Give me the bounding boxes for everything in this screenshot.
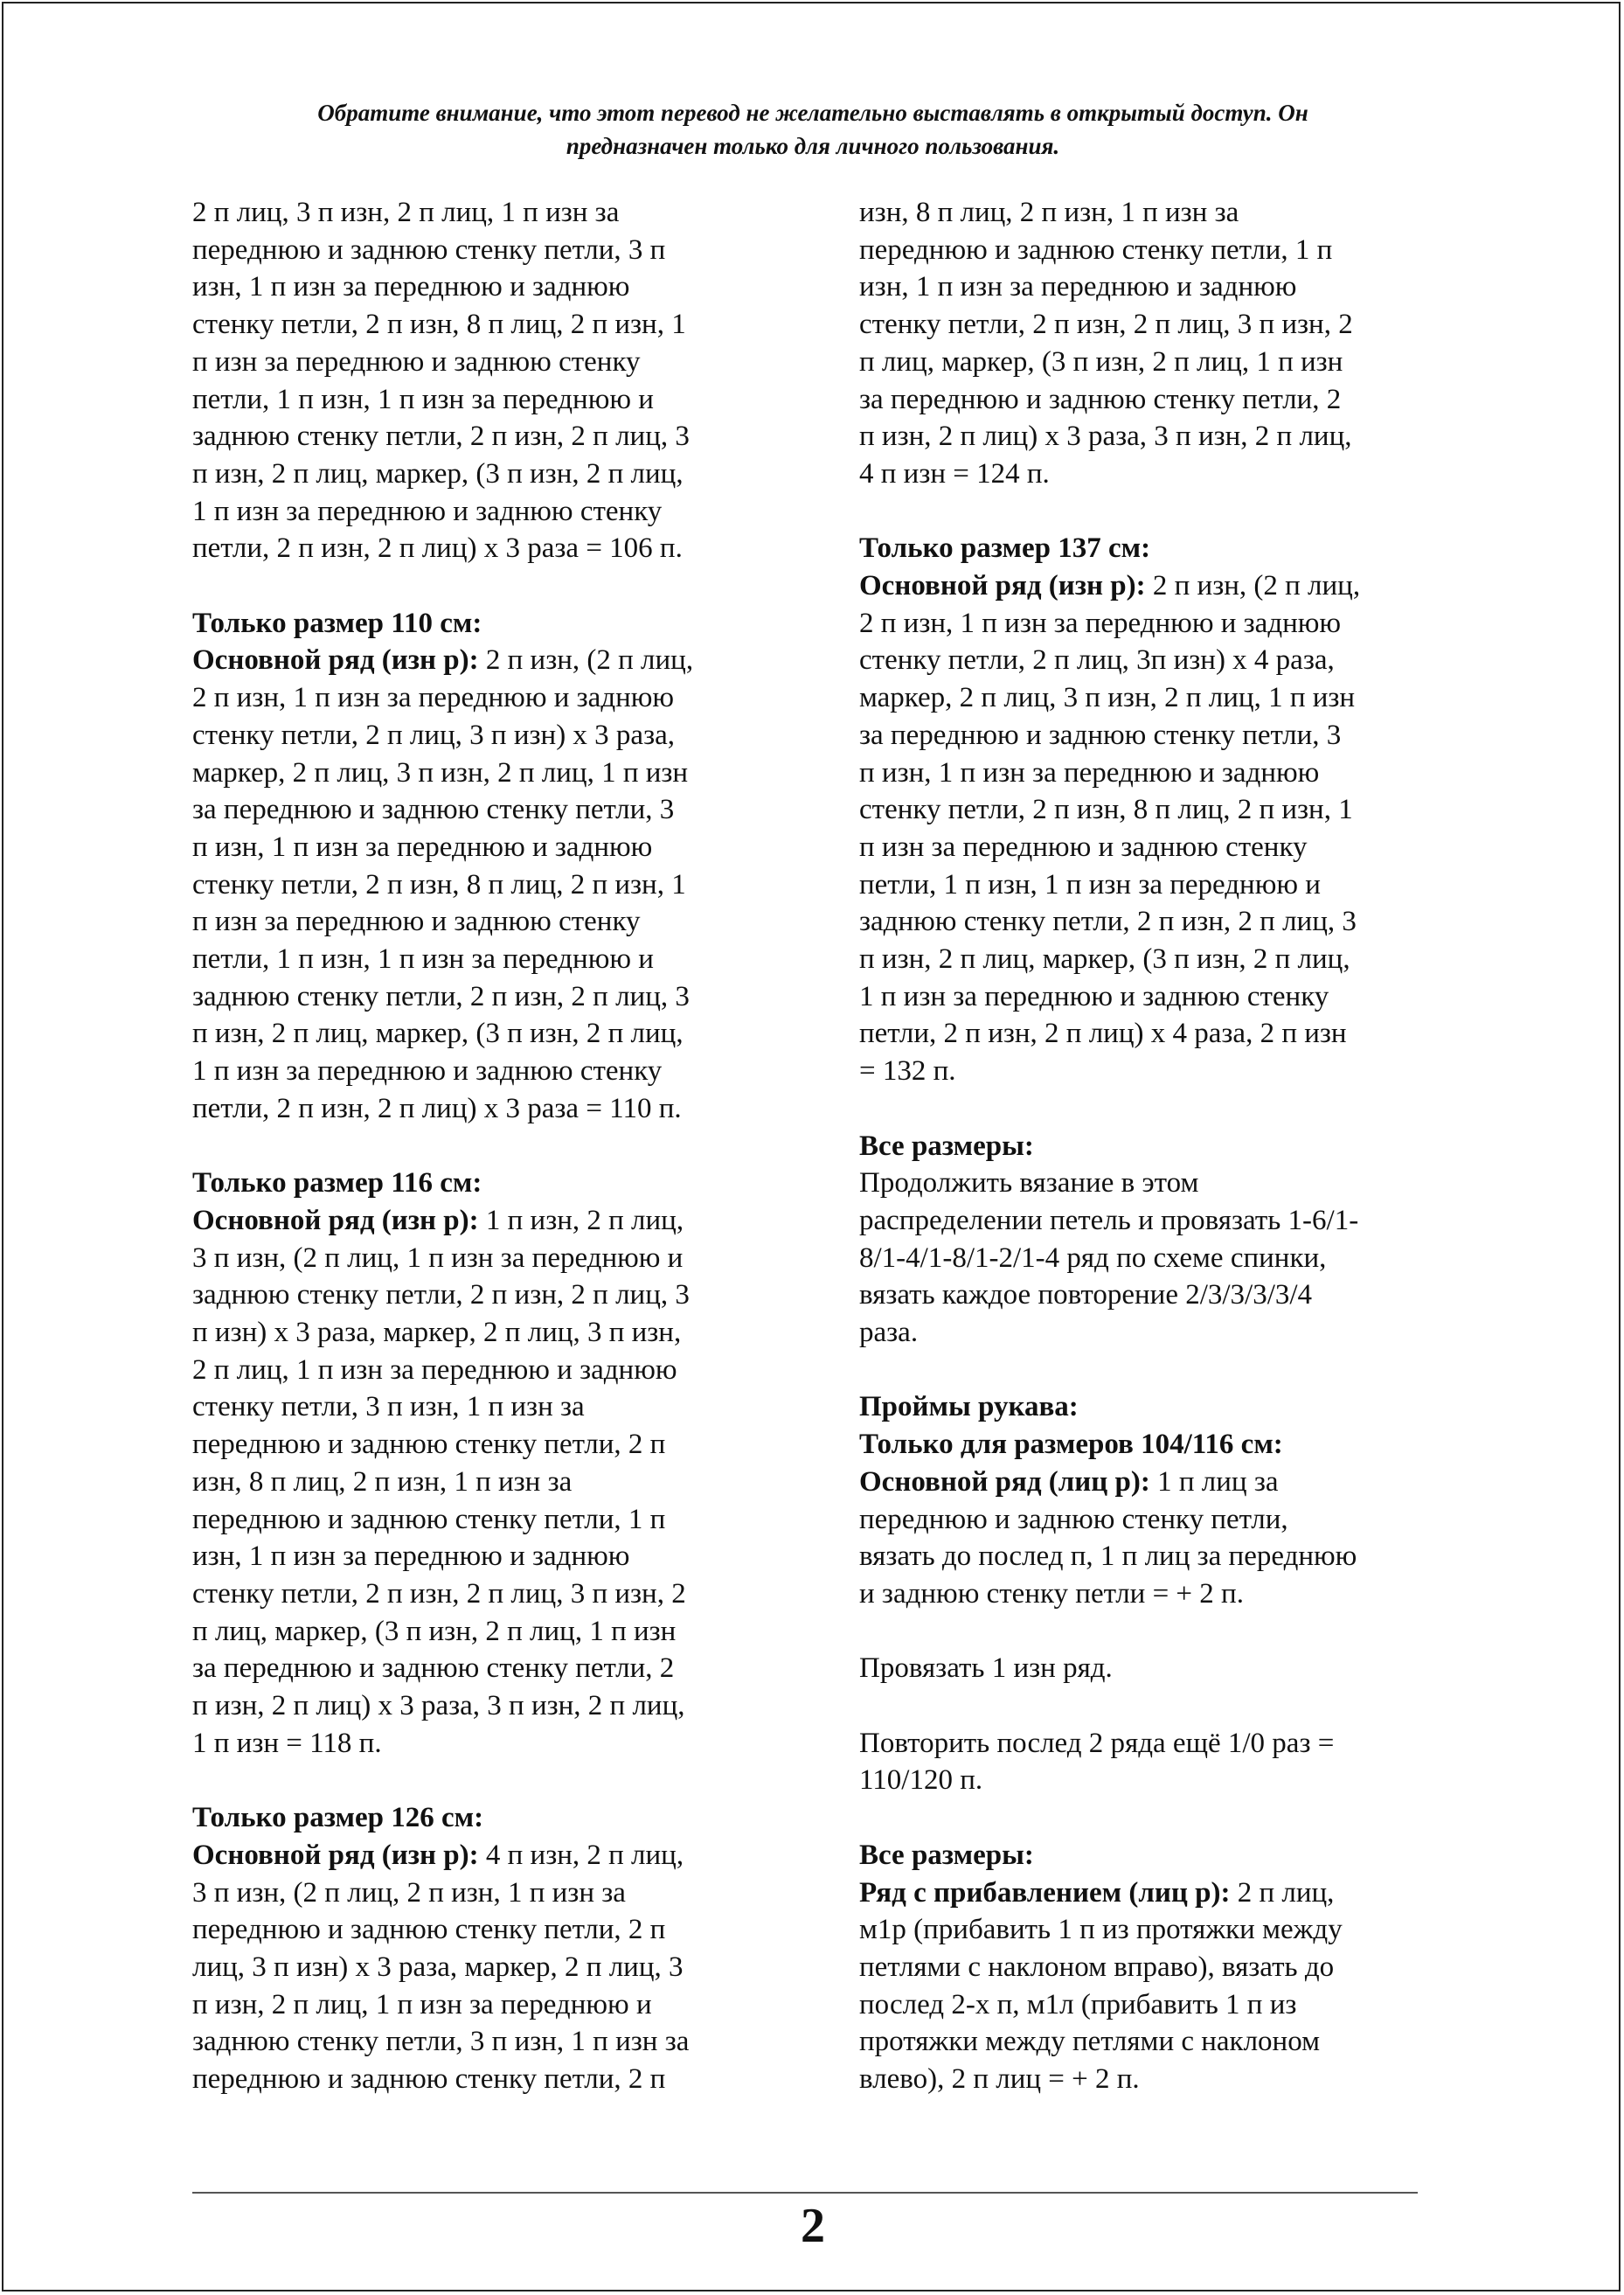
text-line: маркер, 2 п лиц, 3 п изн, 2 п лиц, 1 п изн <box>859 682 1356 714</box>
text-line: 110/120 п. <box>859 1764 983 1797</box>
section-heading: Проймы рукава: <box>859 1391 1079 1423</box>
text-line: Продолжить вязание в этом <box>859 1167 1199 1200</box>
text-line: 3 п изн, (2 п лиц, 1 п изн за переднюю и <box>192 1241 684 1274</box>
text-line: п изн за переднюю и заднюю стенку <box>192 345 641 378</box>
text-line: петли, 1 п изн, 1 п изн за переднюю и <box>192 943 654 976</box>
section-size-137 <box>859 530 1436 1090</box>
text-line: изн, 1 п изн за переднюю и заднюю <box>192 1540 630 1573</box>
text-line: п изн за переднюю и заднюю стенку <box>859 831 1308 863</box>
text-line: п изн, 2 п лиц) х 3 раза, 3 п изн, 2 п лиц, <box>859 421 1352 453</box>
text-line: раза. <box>859 1317 919 1349</box>
text-line: п изн, 2 п лиц, маркер, (3 п изн, 2 п лиц, <box>192 457 684 490</box>
section-size-116 <box>192 1165 787 1762</box>
text-line: п изн) х 3 раза, маркер, 2 п лиц, 3 п изн, <box>192 1317 682 1349</box>
left-column <box>192 194 787 2098</box>
text-line: Основной ряд (лиц р): 1 п лиц за <box>859 1465 1279 1498</box>
text-line: 2 п лиц, 1 п изн за переднюю и заднюю <box>192 1353 677 1386</box>
row-label: Основной ряд (изн р): <box>859 570 1146 602</box>
text-line: п лиц, маркер, (3 п изн, 2 п лиц, 1 п изн <box>859 345 1343 378</box>
text-line: послед 2-х п, м1л (прибавить 1 п из <box>859 1988 1297 2020</box>
text-line: заднюю стенку петли, 2 п изн, 2 п лиц, 3 <box>192 980 690 1012</box>
text-line: 1 п изн за переднюю и заднюю стенку <box>192 495 663 527</box>
row-label: Основной ряд (изн р): <box>192 1839 479 1871</box>
text-line: Ряд с прибавлением (лиц р): 2 п лиц, <box>859 1876 1335 1909</box>
text-line: петли, 2 п изн, 2 п лиц) х 3 раза = 106 п. <box>192 532 683 565</box>
text-line: переднюю и заднюю стенку петли, 2 п <box>192 1914 666 1946</box>
text-line: изн, 1 п изн за переднюю и заднюю <box>192 271 630 303</box>
text-line: стенку петли, 2 п изн, 8 п лиц, 2 п изн, 1 <box>192 868 686 901</box>
text-line: вязать каждое повторение 2/3/3/3/3/4 <box>859 1279 1313 1311</box>
text-line: = 132 п. <box>859 1055 956 1088</box>
text-line: 3 п изн, (2 п лиц, 2 п изн, 1 п изн за <box>192 1876 626 1909</box>
section-subheading: Только для размеров 104/116 см: <box>859 1429 1283 1461</box>
text-line: за переднюю и заднюю стенку петли, 3 <box>859 719 1342 751</box>
row-label: Основной ряд (изн р): <box>192 1204 479 1236</box>
row-label: Основной ряд (изн р): <box>192 644 479 677</box>
text-line: переднюю и заднюю стенку петли, 1 п <box>859 233 1333 266</box>
text-line: лиц, 3 п изн) х 3 раза, маркер, 2 п лиц, 3 <box>192 1951 684 1983</box>
text-line: заднюю стенку петли, 2 п изн, 2 п лиц, 3 <box>192 1279 690 1311</box>
notice-line-2: предназначен только для личного пользования. <box>566 133 1060 159</box>
text-line: петли, 2 п изн, 2 п лиц) х 3 раза = 110 п. <box>192 1092 682 1124</box>
text-line: за переднюю и заднюю стенку петли, 2 <box>192 1652 675 1685</box>
text-line: влево), 2 п лиц = + 2 п. <box>859 2063 1140 2096</box>
section-armholes <box>859 1388 1436 1799</box>
text-line: 8/1-4/1-8/1-2/1-4 ряд по схеме спинки, <box>859 1241 1327 1274</box>
section-size-126 <box>192 1799 787 2098</box>
text-line: п изн, 2 п лиц) х 3 раза, 3 п изн, 2 п лиц, <box>192 1690 685 1722</box>
text-line: заднюю стенку петли, 3 п изн, 1 п изн за <box>192 2026 690 2058</box>
text-line: п изн, 1 п изн за переднюю и заднюю <box>192 831 653 863</box>
text-line: 2 п изн, 1 п изн за переднюю и заднюю <box>192 682 675 714</box>
section-heading: Только размер 126 см: <box>192 1802 484 1834</box>
section-heading: Только размер 137 см: <box>859 532 1151 565</box>
text-line: заднюю стенку петли, 2 п изн, 2 п лиц, 3 <box>859 906 1357 938</box>
section-size-110 <box>192 605 787 1128</box>
text-line: переднюю и заднюю стенку петли, 2 п <box>192 2063 666 2096</box>
section-heading: Только размер 110 см: <box>192 607 482 639</box>
text-line: Повторить послед 2 ряда ещё 1/0 раз = <box>859 1727 1335 1759</box>
text-line: изн, 8 п лиц, 2 п изн, 1 п изн за <box>192 1465 573 1498</box>
text-line: 1 п изн = 118 п. <box>192 1727 382 1759</box>
section-all-sizes <box>859 1128 1436 1352</box>
text-line: п лиц, маркер, (3 п изн, 2 п лиц, 1 п изн <box>192 1615 677 1647</box>
text-line: м1р (прибавить 1 п из протяжки между <box>859 1914 1343 1946</box>
text-line: переднюю и заднюю стенку петли, 2 п <box>192 1429 666 1461</box>
row-label: Ряд с прибавлением (лиц р): <box>859 1876 1231 1909</box>
text-line: переднюю и заднюю стенку петли, 3 п <box>192 233 666 266</box>
text-line: изн, 1 п изн за переднюю и заднюю <box>859 271 1297 303</box>
text-line: петли, 1 п изн, 1 п изн за переднюю и <box>192 383 654 415</box>
text-line: петли, 2 п изн, 2 п лиц) х 4 раза, 2 п изн <box>859 1018 1347 1050</box>
text-line: вязать до послед п, 1 п лиц за переднюю <box>859 1540 1357 1573</box>
text-line: изн, 8 п лиц, 2 п изн, 1 п изн за <box>859 197 1239 228</box>
text-line: петлями с наклоном вправо), вязать до <box>859 1951 1335 1983</box>
page-number: 2 <box>801 2199 825 2253</box>
section-heading: Все размеры: <box>859 1130 1034 1162</box>
text-line: и заднюю стенку петли = + 2 п. <box>859 1577 1244 1610</box>
right-column <box>859 194 1436 2098</box>
text-line: протяжки между петлями с наклоном <box>859 2026 1320 2058</box>
text-line: 4 п изн = 124 п. <box>859 457 1050 490</box>
text-line: стенку петли, 2 п лиц, 3 п изн) х 3 раза, <box>192 719 676 751</box>
text-line: п изн, 2 п лиц, 1 п изн за переднюю и <box>192 1988 652 2020</box>
text-line: переднюю и заднюю стенку петли, <box>859 1503 1288 1535</box>
text-line: Основной ряд (изн р): 2 п изн, (2 п лиц, <box>859 570 1361 602</box>
text-line: заднюю стенку петли, 2 п изн, 2 п лиц, 3 <box>192 421 690 453</box>
text-line: стенку петли, 2 п изн, 8 п лиц, 2 п изн, 1 <box>192 309 686 341</box>
text-line: стенку петли, 2 п изн, 8 п лиц, 2 п изн, 1 <box>859 794 1353 826</box>
section-heading: Только размер 116 см: <box>192 1167 482 1200</box>
text-line: переднюю и заднюю стенку петли, 1 п <box>192 1503 666 1535</box>
text-line: петли, 1 п изн, 1 п изн за переднюю и <box>859 868 1321 901</box>
notice-line-1: Обратите внимание, что этот перевод не желательно выставлять в открытый доступ. Он <box>317 100 1308 126</box>
text-line: п изн, 1 п изн за переднюю и заднюю <box>859 756 1320 789</box>
section-heading: Все размеры: <box>859 1839 1034 1871</box>
text-line: за переднюю и заднюю стенку петли, 2 <box>859 383 1342 415</box>
text-line: маркер, 2 п лиц, 3 п изн, 2 п лиц, 1 п изн <box>192 756 689 789</box>
text-line: 1 п изн за переднюю и заднюю стенку <box>192 1055 663 1088</box>
row-label: Основной ряд (лиц р): <box>859 1465 1150 1498</box>
text-line: Основной ряд (изн р): 2 п изн, (2 п лиц, <box>192 644 694 677</box>
text-line: 1 п изн за переднюю и заднюю стенку <box>859 980 1329 1012</box>
text-line: Основной ряд (изн р): 4 п изн, 2 п лиц, <box>192 1839 684 1871</box>
text-line: стенку петли, 2 п изн, 2 п лиц, 3 п изн, 2 <box>859 309 1353 341</box>
text-line: Провязать 1 изн ряд. <box>859 1652 1113 1685</box>
section-size-126-continued <box>859 194 1436 493</box>
text-line: распределении петель и провязать 1-6/1- <box>859 1204 1359 1236</box>
text-line: 2 п изн, 1 п изн за переднюю и заднюю <box>859 607 1342 639</box>
text-line: стенку петли, 3 п изн, 1 п изн за <box>192 1391 585 1423</box>
section-all-sizes-increase <box>859 1837 1436 2098</box>
text-line: п изн, 2 п лиц, маркер, (3 п изн, 2 п лиц, <box>192 1018 684 1050</box>
copyright-notice <box>140 96 1486 163</box>
text-line: за переднюю и заднюю стенку петли, 3 <box>192 794 675 826</box>
text-line: стенку петли, 2 п изн, 2 п лиц, 3 п изн, 2 <box>192 1577 686 1610</box>
text-line: 2 п лиц, 3 п изн, 2 п лиц, 1 п изн за <box>192 197 620 228</box>
text-line: стенку петли, 2 п лиц, 3п изн) х 4 раза, <box>859 644 1335 677</box>
text-line: п изн, 2 п лиц, маркер, (3 п изн, 2 п лиц, <box>859 943 1350 976</box>
text-line: п изн за переднюю и заднюю стенку <box>192 906 641 938</box>
text-line: Основной ряд (изн р): 1 п изн, 2 п лиц, <box>192 1204 684 1236</box>
intro-paragraph <box>192 194 787 567</box>
